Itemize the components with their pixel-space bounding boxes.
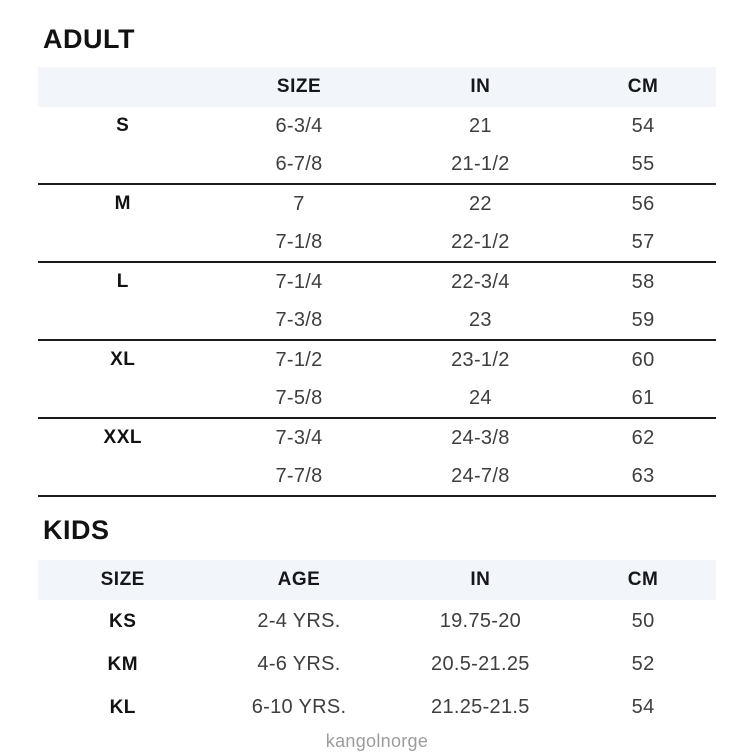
table-row (38, 223, 716, 261)
in-cell: 23-1/2 (451, 348, 510, 371)
table-row (38, 341, 716, 379)
in-cell: 21 (468, 114, 492, 137)
cm-cell: 61 (631, 386, 655, 409)
table-row (38, 107, 716, 145)
size-group-label: KM (107, 653, 139, 675)
age-cell: 4-6 YRS. (257, 653, 341, 675)
adult-group-xxl (38, 419, 716, 497)
table-row (38, 419, 716, 457)
size-group-label: S (116, 115, 130, 136)
in-cell: 22 (468, 192, 492, 215)
in-cell: 24-7/8 (451, 464, 510, 487)
size-cell: 6-3/4 (275, 114, 323, 137)
adult-header-cm: CM (627, 76, 659, 97)
cm-cell: 54 (631, 114, 655, 137)
size-cell: 7-3/4 (275, 426, 323, 449)
kids-table-header-row (38, 560, 716, 600)
table-row (38, 301, 716, 339)
kids-header-age: AGE (277, 569, 321, 590)
kids-header-cm: CM (627, 569, 659, 590)
adult-table-header-row (38, 67, 716, 107)
in-cell: 23 (468, 308, 492, 331)
kids-section-title: KIDS (43, 515, 110, 545)
adult-header-size: SIZE (276, 76, 322, 97)
size-cell: 7 (293, 192, 305, 215)
size-group-label: KS (109, 610, 137, 632)
size-group-label: L (116, 271, 129, 292)
kids-section (38, 517, 716, 729)
in-cell: 19.75-20 (439, 610, 522, 632)
size-group-label: XXL (103, 427, 142, 448)
cm-cell: 62 (631, 426, 655, 449)
in-cell: 22-3/4 (451, 270, 510, 293)
table-row (38, 185, 716, 223)
table-row (38, 643, 716, 686)
adult-section (38, 26, 716, 497)
table-row (38, 379, 716, 417)
cm-cell: 58 (631, 270, 655, 293)
cm-cell: 63 (631, 464, 655, 487)
size-group-label: KL (109, 696, 136, 718)
adult-group-l (38, 263, 716, 341)
kids-header-size: SIZE (100, 569, 145, 590)
in-cell: 20.5-21.25 (431, 653, 530, 675)
size-group-label: M (114, 193, 131, 214)
cm-cell: 55 (631, 152, 655, 175)
footer-brand-text: kangolnorge (325, 731, 429, 751)
age-cell: 6-10 YRS. (251, 696, 347, 718)
in-cell: 21.25-21.5 (431, 696, 530, 718)
size-cell: 7-3/8 (275, 308, 323, 331)
size-cell: 7-5/8 (275, 386, 323, 409)
table-row (38, 686, 716, 729)
footer (38, 731, 716, 751)
adult-group-m (38, 185, 716, 263)
adult-size-table (38, 67, 716, 497)
table-row (38, 263, 716, 301)
table-row (38, 457, 716, 495)
size-cell: 7-7/8 (275, 464, 323, 487)
table-row (38, 600, 716, 643)
cm-cell: 59 (631, 308, 655, 331)
adult-section-title: ADULT (43, 24, 135, 54)
cm-cell: 52 (631, 653, 655, 675)
cm-cell: 60 (631, 348, 655, 371)
kids-header-in: IN (470, 569, 491, 590)
size-cell: 6-7/8 (275, 152, 323, 175)
table-row (38, 145, 716, 183)
size-cell: 7-1/4 (275, 270, 323, 293)
cm-cell: 50 (631, 610, 655, 632)
in-cell: 24 (468, 386, 492, 409)
adult-header-in: IN (470, 76, 491, 97)
in-cell: 22-1/2 (451, 230, 510, 253)
adult-group-s (38, 107, 716, 185)
cm-cell: 57 (631, 230, 655, 253)
cm-cell: 54 (631, 696, 655, 718)
age-cell: 2-4 YRS. (257, 610, 341, 632)
size-group-label: XL (110, 349, 136, 370)
adult-group-xl (38, 341, 716, 419)
size-cell: 7-1/8 (275, 230, 323, 253)
in-cell: 21-1/2 (451, 152, 510, 175)
cm-cell: 56 (631, 192, 655, 215)
size-cell: 7-1/2 (275, 348, 323, 371)
in-cell: 24-3/8 (451, 426, 510, 449)
kids-size-table (38, 560, 716, 729)
